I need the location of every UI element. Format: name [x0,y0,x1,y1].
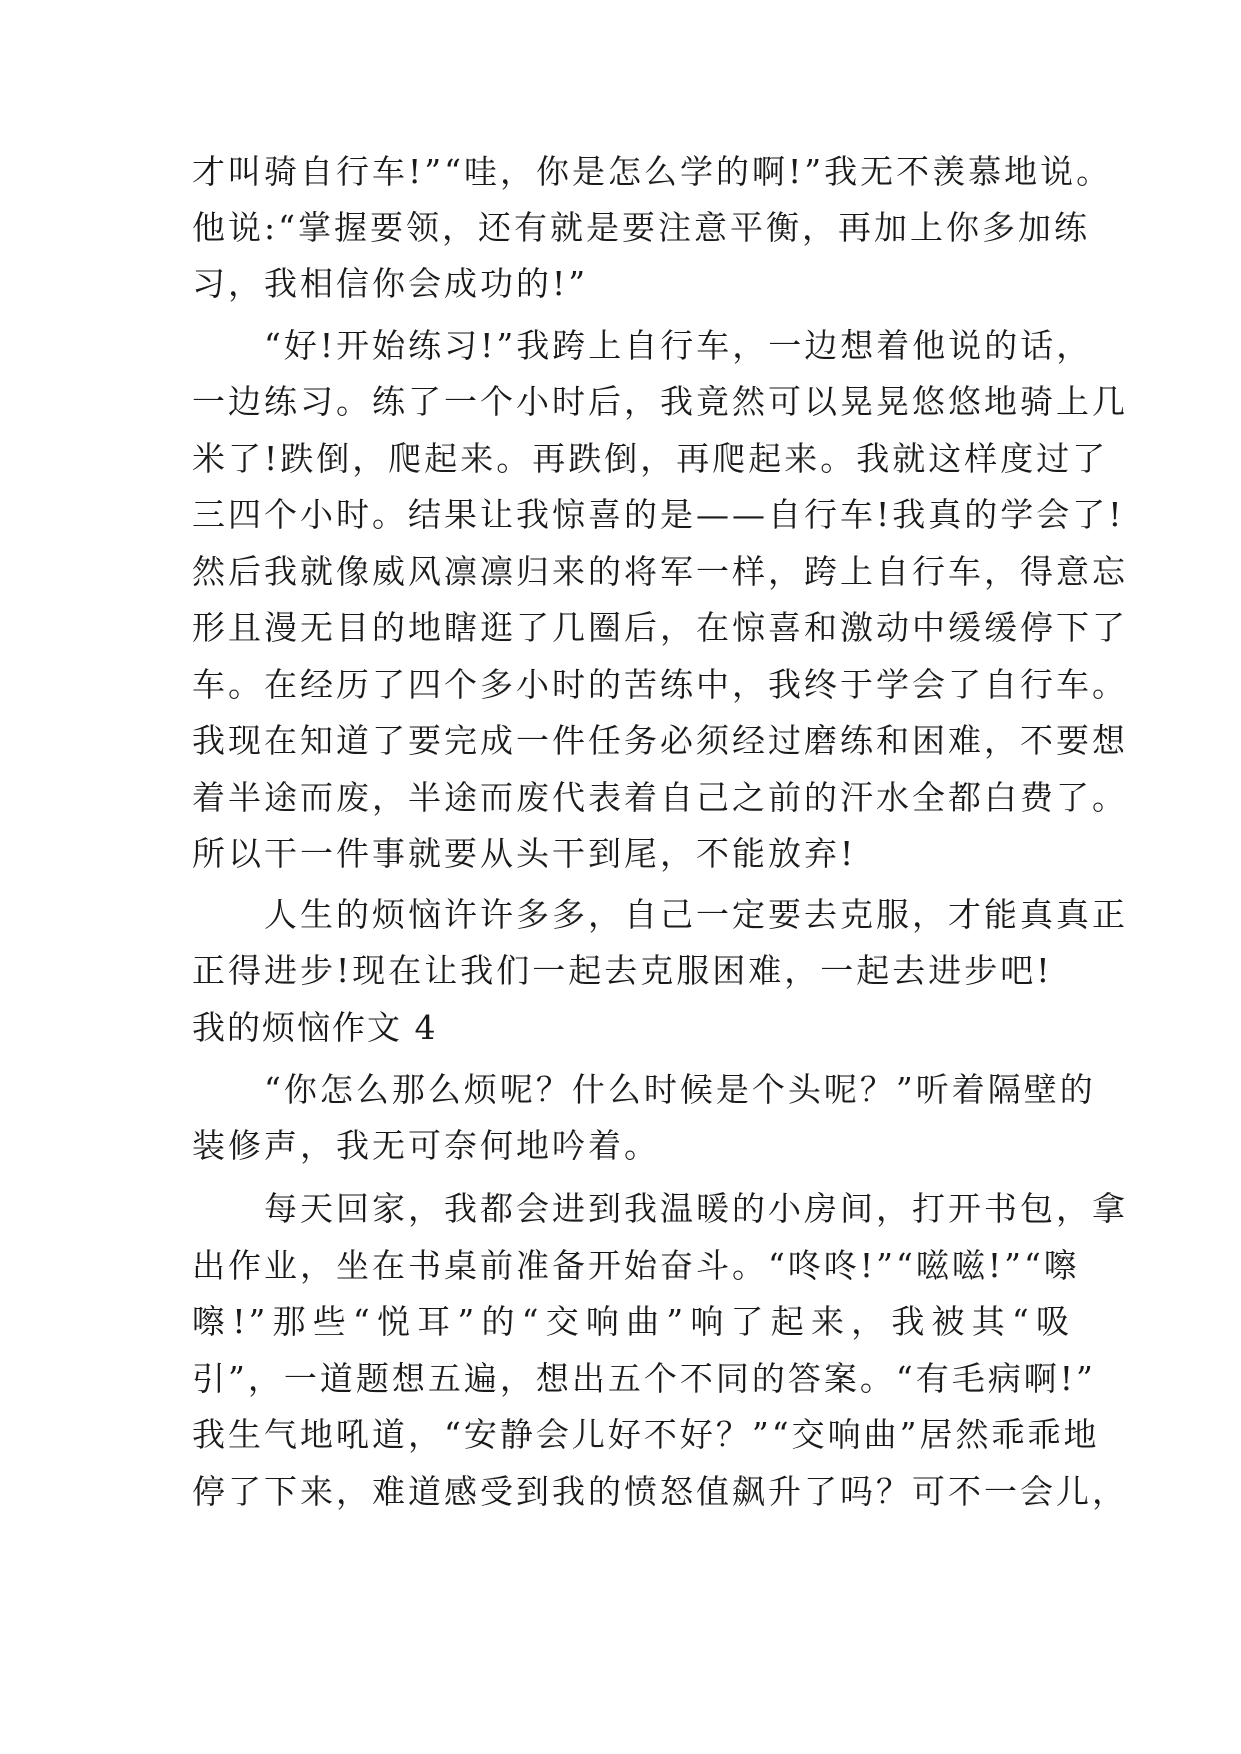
text-line: 我生气地吼道，“安静会儿好不好？”“交响曲”居然乖乖地 [192,1415,1100,1454]
text-line: 着半途而废，半途而废代表着自己之前的汗水全都白费了。 [192,778,1128,817]
text-line: 三四个小时。结果让我惊喜的是——自行车!我真的学会了! [192,495,1125,534]
text-line: 车。在经历了四个多小时的苦练中，我终于学会了自行车。 [192,665,1128,704]
text-line: 才叫骑自行车!”“哇，你是怎么学的啊!”我无不羡慕地说。 [192,152,1113,191]
text-line: 引”，一道题想五遍，想出五个不同的答案。“有毛病啊!” [192,1359,1096,1398]
text-line: 形且漫无目的地瞎逛了几圈后，在惊喜和激动中缓缓停下了 [192,608,1128,647]
text-line: 正得进步!现在让我们一起去克服困难，一起去进步吧! [192,951,1053,990]
text-line: 我现在知道了要完成一件任务必须经过磨练和困难，不要想 [192,721,1128,760]
text-line: “好!开始练习!”我跨上自行车，一边想着他说的话， [192,326,1093,365]
text-line: 习，我相信你会成功的!” [192,264,589,303]
text-line: 每天回家，我都会进到我温暖的小房间，打开书包，拿 [192,1189,1128,1228]
text-line: 人生的烦恼许许多多，自己一定要去克服，才能真真正 [192,895,1128,934]
text-line: 装修声，我无可奈何地吟着。 [192,1126,660,1165]
text-line: 出作业，坐在书桌前准备开始奋斗。“咚咚!”“嗞嗞!”“嚓 [192,1246,1080,1285]
text-line: 所以干一件事就要从头干到尾，不能放弃! [192,834,857,873]
text-line: 米了!跌倒，爬起来。再跌倒，再爬起来。我就这样度过了 [192,439,1109,478]
text-line: 他说:“掌握要领，还有就是要注意平衡，再加上你多加练 [192,208,1090,247]
text-line: 停了下来，难道感受到我的愤怒值飙升了吗？可不一会儿， [192,1472,1128,1511]
text-line: 一边练习。练了一个小时后，我竟然可以晃晃悠悠地骑上几 [192,382,1128,421]
text-line: 嚓!”那些“悦耳”的“交响曲”响了起来，我被其“吸 [192,1302,1072,1341]
section-heading: 我的烦恼作文 4 [192,1008,438,1047]
text-line: “你怎么那么烦呢？什么时候是个头呢？”听着隔壁的 [192,1070,1096,1109]
text-line: 然后我就像威风凛凛归来的将军一样，跨上自行车，得意忘 [192,552,1128,591]
